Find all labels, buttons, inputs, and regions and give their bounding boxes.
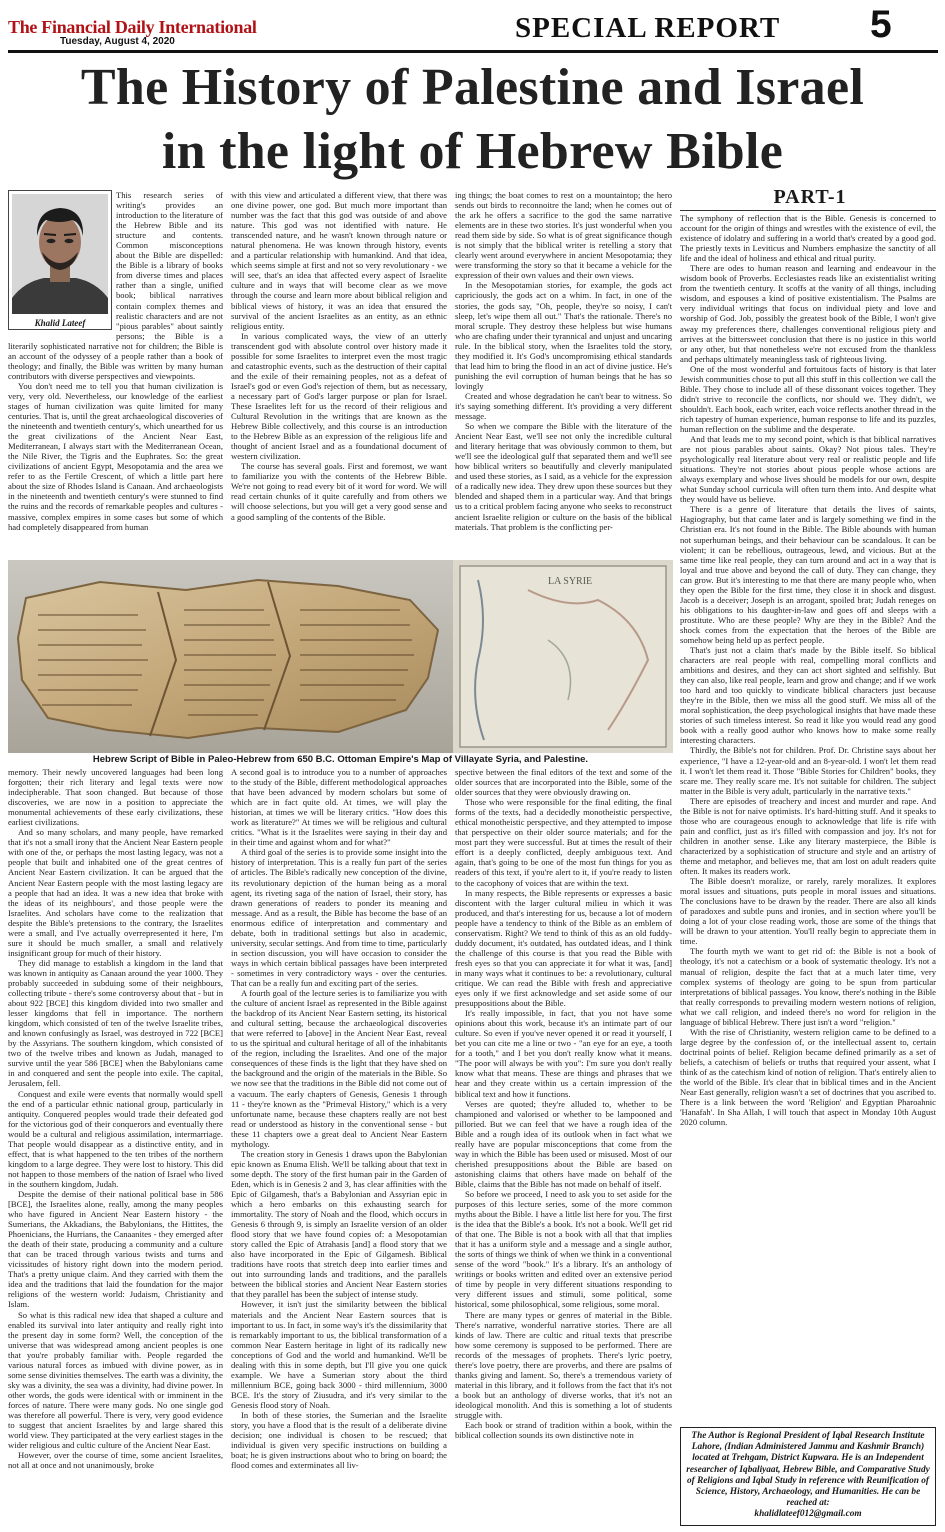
paragraph: A third goal of the series is to provide some insight into the history of interpretation. This is a really fun part of the series of articles. The Bible's radically new conception of the divine, its revolutionary depiction of the human being as a moral agent, its riveting saga of the nation of Israel, their story, has drawn generations of readers to ponder its meaning and message. And as a result, the Bible has become the base of an enormous edifice of interpretation and commentary and debate, both in traditional settings but also in academic, university, secular settings. And from time to time, particularly in section discussion, you will have occasion to consider the ways in which certain biblical passages have been interpreted - sometimes in very contradictory ways - over the centuries. That can be a really fun and exciting part of the series. (231, 847, 447, 988)
publication-date: Tuesday, August 4, 2020 (60, 36, 175, 47)
paragraph: memory. Their newly uncovered languages had been long forgotten; their rich literary and legal texts were now indecipherable. That soon changed. But because of those discoveries, we are now in a position to appreciate the monumental achievements of these early civilizations, these earliest civilizations. (8, 767, 223, 828)
paragraph: However, over the course of time, some ancient Israelites, not all at once and not unanimously, broke (8, 1450, 223, 1471)
article-column-2-top (231, 190, 447, 558)
paragraph: with this view and articulated a different view, that there was one divine power, one god. But much more important than number was the fact that this god was outside of and above nature. This god was not identified with nature. He transcended nature, and he wasn't known through nature or natural phenomena. He was known through history, events and a particular relationship with humankind. And that idea, which seems simple at first and not so very revolutionary - we will see, that's an idea that affected every aspect of Israelite culture and in ways that will become clear as we move through the course and learn more about biblical religion and biblical views of history, it was an idea that ensured the survival of the ancient Israelites as an entity, as an ethnic religious entity. (231, 190, 447, 331)
article-column-3-bottom (455, 767, 672, 1527)
author-email[interactable]: khalidlateef012@gmail.com (754, 1509, 862, 1520)
paragraph: However, it isn't just the similarity between the biblical materials and the Ancient Near Eastern sources that is important to us. In fact, in some way's it's the dissimilarity that is remarkably important to us, the biblical transformation of a common Near Eastern heritage in light of its radically new conceptions of God and the world and humankind. We'll be dealing with this in some depth, but I'll give you one quick example. We have a Sumerian story about the third millennium BCE, going back 3000 - third millennium, 3000 BCE. It's the story of Ziusudra, and it's very similar to the Genesis flood story of Noah. (231, 1299, 447, 1410)
paragraph: Verses are quoted; they're alluded to, whether to be championed and valorised or whether to be lampooned and pilloried. But we can feel that we have a rough idea of the Bible and a rough idea of its outlook when in fact what we really have are popular misconceptions that come from the way in which the Bible has been used or misused. Most of our cherished presuppositions about the Bible are based on astonishing claims that others have made on behalf of the Bible, claims that the Bible has not made on behalf of itself. (455, 1098, 672, 1189)
article-column-4 (680, 213, 936, 1423)
paragraph: So before we proceed, I need to ask you to set aside for the purposes of this lecture series, some of the more common myths about the Bible. I have a little list here for you. The first is the idea that the Bible's a book. It's not a book. We'll get rid of that one. The Bible is not a book with all that that implies that it has a uniform style and a message and a single author, the sorts of things we think of when we think in a conventional sense of the word "book." It's a library. It's an anthology of writings or books written and edited over an extensive period of time by people in very different situations responding to very different issues and stimuli, some political, some historical, some philosophical, some religious, some moral. (455, 1188, 672, 1310)
paragraph: The course has several goals. First and foremost, we want to familiarize you with the contents of the Hebrew Bible. We're not going to read every bit of it word for word. We will read certain chunks of it quite carefully and from others we will choose selections, but you will get a very good sense and a good sampling of the contents of the Bible. (231, 461, 447, 522)
part-label: PART-1 (773, 186, 847, 208)
paragraph: There are odes to human reason and learning and endeavour in the wisdom book of Proverbs. Ecclesiastes reads like an existentialist writing from the twentieth century. It scoffs at the vanity of all things, including wisdom, and espouses a kind of positive existentialism. The Psalms are very individual writings that focus on individual piety and love and worship of God. Job, possibly the greatest book of the Bible, I won't give away my preferences there, challenges conventional religious piety and arrives at the bittersweet conclusion that there is no justice in this world or any other, but that nonetheless we're not excused from the thankless and perhaps ultimately meaningless task of righteous living. (680, 263, 936, 364)
paragraph: In many respects, the Bible represents or expresses a basic discontent with the larger cultural milieu in which it was produced, and that's interesting for us, because a lot of modern people have a tendency to think of the Bible as an emblem of conservatism. Right? We tend to think of this as an old fuddy-duddy document, it's outdated, has outdated ideas, and I think the challenge of this course is that you read the Bible with fresh eyes so that you can appreciate it for what it was, [and] in many ways what it continues to be: a revolutionary, cultural critique. We can read the Bible with fresh and appreciative eyes only if we first acknowledge and set aside some of our presuppositions about the Bible. (455, 887, 672, 1009)
paragraph: They did manage to establish a kingdom in the land that was known in antiquity as Canaan around the year 1000. They probably succeeded in subduing some of their neighbours, collecting tribute - there's some controversy about that - but in about 922 [BCE] this kingdom divided into two smaller and lesser kingdoms that fell in importance. The northern kingdom, which consisted of ten of the twelve Israelite tribes, and known confusingly as Israel, was destroyed in 722 [BCE] by the Assyrians. The southern kingdom, which consisted of two of the twelve tribes and known as Judah, managed to survive until the year 586 [BCE] when the Babylonians came in and conquered and sent the people into exile. The capital, Jerusalem, fell. (8, 957, 223, 1089)
paleo-hebrew-tablet-and-map-icon (8, 560, 673, 753)
paragraph: One of the most wonderful and fortuitous facts of history is that later Jewish communities chose to put all this stuff in this collection we call the Bible. They chose to include all of these dissonant voices together. They didn't strive to reconcile the conflicts, nor should we. They didn't, we shouldn't. Each book, each writer, each voice reflects another thread in the rich tapestry of human experience, human response to life and its puzzles, human reflection on the sublime and the desperate. (680, 363, 936, 434)
paragraph: A second goal is to introduce you to a number of approaches to the study of the Bible, different methodological approaches that have been advanced by modern scholars but some of which are in fact quite old. At times, we will play the historian, at times we will be literary critics. "How does this work as literature?" At times we will be religious and cultural critics. "What is it the Israelites were saying in their day and in their time and against whom and for what?" (231, 767, 447, 848)
article-image (8, 560, 673, 753)
article-column-1-bottom (8, 767, 223, 1527)
paragraph: It's really impossible, in fact, that you not have some opinions about this work, because it's an intimate part of our culture. So even if you've never opened it or read it yourself, I bet you can cite me a line or two - "an eye for an eye, a tooth for a tooth," and I bet you don't really know what it means. "The poor will always be with you": I'm sure you don't really know what that means. These are things and phrases that we hear and they create within us a certain impression of the biblical text and how it functions. (455, 1008, 672, 1099)
paragraph: In both of these stories, the Sumerian and the Israelite story, you have a flood that is the result of a deliberate divine decision; one individual is chosen to be rescued; that individual is given very specific instructions on building a boat; he is given instructions about who to bring on board; the flood comes and exterminates all liv- (231, 1410, 447, 1471)
paragraph: There are many types or genres of material in the Bible. There's narrative, wonderful narrative stories. There are all kinds of law. There are cultic and ritual texts that prescribe how some ceremony is supposed to be performed. There are records of the messages of prophets. There's lyric poetry, there's love poetry, there are proverbs, and there are psalms of thanks giving and lament. So, there's a tremendous variety of material in this library, and it follows from the fact that it's not a book but an anthology of diverse works, that it's not an ideological monolith. And this is something a lot of students struggle with. (455, 1309, 672, 1420)
paragraph: So when we compare the Bible with the literature of the Ancient Near East, we'll see not only the incredible cultural and literary heritage that was obviously common to them, but we'll see the ideological gulf that separated them and we'll see how biblical writers so beautifully and cleverly manipulated and used these stories, as I said, as a vehicle for the expression of a radically new idea. They drew upon these sources but they blended and shaped them in a particular way. And that brings us to a critical problem facing anyone who seeks to reconstruct ancient Israelite religion or culture on the basis of the biblical materials. That problem is the conflicting per- (455, 421, 672, 532)
image-caption: Hebrew Script of Bible in Paleo-Hebrew from 650 B.C. Ottoman Empire's Map of Villayate Syria, and Palestine. (92, 754, 589, 765)
paragraph: Each book or strand of tradition within a book, within the biblical collection sounds its own distinctive note in (455, 1420, 672, 1441)
headline (0, 56, 945, 184)
author-bio-text: The Author is Regional President of Iqbal Research Institute Lahore, (Indian Administered Jammu and Kashmir Branch) located at Trehgam, District Kupwara. He is an Independent researcher of Iqbaliyaat, Hebrew Bible, and Comparative Study of Religions and Iqbal Study in reference with Reunification of Science, History, Archaeology, and Humanities. He can be reached at: (686, 1431, 930, 1509)
author-name: Khalid Lateef (34, 318, 86, 328)
article-column-2-bottom (231, 767, 447, 1527)
paragraph: Conquest and exile were events that normally would spell the end of a particular ethnic national group, particularly in antiquity. Conquered peoples would trade their defeated god for the victorious god of their conquerors and eventually there would be a cultural and religious assimilation, intermarriage. That people would disappear as a distinctive entity, and in effect, that is what happened to the ten tribes of the northern kingdom to a large degree. They were lost to history. This did not happen to those members of the nation of Israel who lived in the southern kingdom, Judah. (8, 1088, 223, 1189)
paragraph: spective between the final editors of the text and some of the older sources that are incorporated into the Bible, some of the older sources that they were obviously drawing on. (455, 767, 672, 798)
part-rule (680, 210, 936, 211)
paragraph: The symphony of reflection that is the Bible. Genesis is concerned to account for the origin of things and wrestles with the existence of evil, the existence of idolatry and suffering in a world that's created by a good god. The priestly texts in Leviticus and Numbers emphasize the sanctity of all life and the ideal of holiness and ethical and ritual purity. (680, 213, 936, 264)
masthead-rule (8, 50, 938, 53)
paragraph: In various complicated ways, the view of an utterly transcendent god with absolute control over history made it possible for some Israelites to interpret even the most tragic and catastrophic events, such as the destruction of their capital and the exile of their remaining peoples, not as a defeat of Israel's god or even God's rejection of them, but as necessary, a necessary part of God's larger purpose or plan for Israel. These Israelites left for us the record of their religious and Cultural Revolution in the writings that are known as the Hebrew Bible collectively, and this course is an introduction to the Hebrew Bible as an expression of the religious life and thought of ancient Israel and as a foundational document of western civilization. (231, 330, 447, 462)
paragraph: Those who were responsible for the final editing, the final forms of the texts, had a decidedly monotheistic perspective, ethical monotheistic perspective, and they attempted to impose that perspective on their older source materials; and for the most part they were successful. But at times the result of their effort is a deeply conflicted, deeply ambiguous text. And again, that's going to be one of the most fun things for you as readers of this text, if you're alert to it, if you're ready to listen to the cacophony of voices that are within the text. (455, 797, 672, 888)
headline-line-2: in the light of Hebrew Bible (161, 123, 784, 180)
paragraph: Created and whose degradation he can't bear to witness. So it's saying something different. It's providing a very different message. (455, 390, 672, 422)
paragraph: The Bible doesn't moralize, or rarely, rarely moralizes. It explores moral issues and situations, puts people in moral issues and situations. The conclusions have to be drawn by the reader. There are also all kinds of paradoxes and subtle puns and ironies, and in section where you'll be doing a lot of your close reading work, those are some of the things that will be drawn to your attention. You'll really begin to appreciate them in time. (680, 876, 936, 947)
paragraph: Thirdly, the Bible's not for children. Prof. Dr. Christine says about her experience, "I have a 12-year-old and an 8-year-old. I won't let them read it. I won't let them read it. Those "Bible Stories for Children" books, they scare me. They really scare me. It's not suitable for children. The subject matter in the Bible is very adult, particularly in the narrative texts." (680, 745, 936, 796)
paragraph: Despite the demise of their national political base in 586 [BCE], the Israelites alone, really, among the many peoples who have figured in Ancient Near Eastern history - the Sumerians, the Akkadians, the Babylonians, the Hittites, the Phoenicians, the Hurrians, the Canaanites - they emerged after the death of their state, producing a community and a culture that can be traced through various twists and turns and vicissitudes of history right down into the modern period. That's a pretty unique claim. And they carried with them the idea and the traditions that laid the foundation for the major religions of the western world: Judaism, Christianity and Islam. (8, 1188, 223, 1310)
masthead (0, 0, 945, 50)
paragraph: So what is this radical new idea that shaped a culture and enabled its survival into later antiquity and really right into the present day in some form? Well, the conception of the universe that was widespread among ancient peoples is one that you're probably familiar with. People regarded the various natural forces as imbued with divine power, as in some sense divinities themselves. The earth was a divinity, the sky was a divinity, the sea was a divinity, had divine power. In other words, the gods were identical with or imminent in the forces of nature. There were many gods. No one single god was therefore all powerful. There is very, very good evidence to suggest that ancient Israelites by and large shared this world view. They participated at the very earliest stages in the wider religious and cultic culture of the Ancient Near East. (8, 1309, 223, 1451)
article-column-3-top (455, 190, 672, 558)
paragraph: The creation story in Genesis 1 draws upon the Babylonian epic known as Enuma Elish. We'll be talking about that text in some depth. The story of the first human pair in the Garden of Eden, which is in Genesis 2 and 3, has clear affinities with the Epic of Gilgamesh, that's a Babylonian and Assyrian epic in which a hero embarks on this exhausting search for immortality. The story of Noah and the flood, which occurs in Genesis 6 through 9, is simply an Israelite version of an older flood story that we have found copies of: a Mesopotamian story called the Epic of Atrahasis [and] a flood story that we also have incorporated in the Epic of Gilgamesh. Biblical traditions have roots that stretch deep into earlier times and out into surrounding lands and traditions, and the parallels between the biblical stories and Ancient Near Eastern stories that they parallel has been the subject of intense study. (231, 1148, 447, 1300)
author-bio-box (680, 1427, 936, 1526)
paragraph: You don't need me to tell you that human civilization is very, very old. Nevertheless, our knowledge of the earliest stages of human civilization was quite limited for many centuries. That is, until the great archaeological discoveries of the nineteenth and twentieth century's, which unearthed for us the great civilizations of the Ancient Near East, Mediterranean, I always start with the Mediterranean Ocean, the Nile River, the Tigris and the Euphrates. So: the great civilizations of ancient Egypt, Mesopotamia and the area we refer to as the Fertile Crescent, of which a little part here about the size of Rhodes Island is Canaan. And archaeologists in the nineteenth and twentieth century's were stunned to find the ruins and the records of remarkable peoples and cultures - massive, complex empires in some cases but some of which had completely disappeared from human (8, 380, 223, 532)
map-title: LA SYRIE (548, 576, 593, 587)
article-column-1-top (8, 190, 223, 558)
paragraph: There are episodes of treachery and incest and murder and rape. And the Bible is not for naive optimists. It's hard-hitting stuff. And it speaks to those who are courageous enough to acknowledge that life is rife with pain and conflict, just as it's filled with compassion and joy. It's not for children in another sense. Like any literary masterpiece, the Bible is characterized by a sophistication of structure and style and an artistry of theme and metaphor, and believes me, that am lost on adult readers quite often. It makes its readers work. (680, 795, 936, 877)
section-label: SPECIAL REPORT (515, 12, 781, 44)
headline-line-1: The History of Palestine and Israel (80, 59, 865, 116)
paragraph: ing things; the boat comes to rest on a mountaintop; the hero sends out birds to reconnoitre the land; when he comes out of the ark he offers a sacrifice to the god the same narrative elements are in these two stories. It's just wonderful when you read them side by side. So what is of great significance though is not simply that the biblical writer is retelling a story that clearly went around everywhere in ancient Mesopotamia; they were transforming the story so that it became a vehicle for the expression of their own values and their own views. (455, 190, 672, 281)
paragraph: And that leads me to my second point, which is that biblical narratives are not pious parables about saints. Okay? Not pious tales. They're psychologically real literature about very real or realistic people and life situations. They're not stories about pious people whose actions are always exemplary and whose lives should be models for our own, despite what Sunday school curricula will often turn them into. And despite what they would have us believe. (680, 434, 936, 505)
paragraph: With the rise of Christianity, western religion came to be defined to a large degree by the confession of, or the intellectual assent to, certain doctrinal points of belief. Religion became defined primarily as a set of beliefs, a catechism of beliefs or truths that required your assent, what I think of as the catechism kind of notion of religion. That's entirely alien to the world of the Bible. It's clear that in biblical times and in the Ancient Near East generally, religion wasn't a set of doctrines that you ascribed to. There is a link between the word 'Religion' and Egyptian Pharoahnic 'Hanafah'. In Sha Allah, I will touch that aspect in Monday 10th August 2020 column. (680, 1026, 936, 1128)
paragraph: There is a genre of literature that details the lives of saints, Hagiography, but that came later and is largely something we find in the Christian era. It's not found in the Bible. The Bible abounds with human not superhuman beings, and their behaviour can be scandalous. It can be violent; it can be rebellious, outrageous, lewd, and vicious. But at the same time like real people, they can turn around and act in a way that is loyal and true above and beyond the call of duty. They can change, they can grow. But it's interesting to me that there are many people who, when they open the Bible for the first time, they close it in shock and disgust. Jacob is a deceiver; Joseph is an arrogant, spoiled brat; Judah reneges on his obligations to his daughter-in-law and goes off and sleeps with a prostitute. Who are these people? Why are they in the Bible? And the shock comes from the expectation that the heroes of the Bible are somehow being held up as perfect people. (680, 504, 936, 645)
paper-name[interactable]: The Financial Daily International (8, 17, 257, 37)
paragraph: In the Mesopotamian stories, for example, the gods act capriciously, the gods act on a whim. In fact, in one of the stories, the gods say, "Oh, people, they're so noisy, I can't sleep, let's wipe them all out." That's the rationale. There's no moral scruple. They destroy these helpless but wise humans who are chafing under their tyrannical and unjust and uncaring rule. In the biblical story, when the Israelites told the story, they modified it. It's God's uncompromising ethical standards that lead him to bring the flood in an act of divine justice. He's punishing the evil corruption of human beings that he has so lovingly (455, 280, 672, 391)
paragraph: A fourth goal of the lecture series is to familiarize you with the culture of ancient Israel as represented in the Bible against the backdrop of its Ancient Near Eastern setting, its historical and cultural setting, because the archaeological discoveries that were referred to [above] in the Ancient Near East, reveal to us the spiritual and cultural heritage of all of the inhabitants of the region, including the Israelites. And one of the major consequences of these finds is the light that they have shed on the background and the origin of the materials in the Bible. So we now see that the traditions in the Bible did not come out of a vacuum. The early chapters of Genesis, Genesis 1 through 11 - they're known as the "Primeval History," which is a very unfortunate name, because these chapters really are not best read or understood as history in the conventional sense - but these 11 chapters owe a great deal to Ancient Near Eastern mythology. (231, 988, 447, 1149)
page-number: 5 (870, 3, 892, 46)
paragraph: That's just not a claim that's made by the Bible itself. So biblical characters are real people with real, compelling moral conflicts and ambitions and desires, and they can act short sighted and selfishly. But they can also, like real people, learn and grow and change; and if we work too hard and too quickly to vindicate biblical characters just because they're in the Bible, then we miss all the good stuff. We miss all of the moral sophistication, the deep psychological insights that have made these stories of such timeless interest. So read it like you would read any good book with a really good author who knows how to make some really interesting characters. (680, 645, 936, 746)
paragraph: This research series of writing's provides an introduction to the literature of the Hebrew Bible and its structure and contents. Common misconceptions about the Bible are dispelled: the Bible is a library of books from diverse times and places rather than a single, unified book; biblical narratives contain complex themes and realistic characters and are not "pious parables" about saintly persons; the Bible is a literarily sophisticated narrative not for children; the Bible is an account of the odyssey of a people rather than a book of theology; and finally, the Bible was written by many human contributors with diverse perspectives and viewpoints. (8, 190, 223, 381)
paragraph: And so many scholars, and many people, have remarked that it's not a small irony that the Ancient Near Eastern people with one of the, or perhaps the most lasting legacy, was not a people that built and inhabited one of the great centres of Ancient Near Eastern civilization. It can be argued that the Ancient Near Eastern people with the most lasting legacy are a people that had an idea. It was a new idea that broke with the ideas of its neighbours', and those people were the Israelites. And scholars have come to the realization that despite the Bible's pretensions to the contrary, the Israelites were a small, and I've actually overrepresented it here, I'm sure it should be much smaller, a small and relatively insignificant group for much of their history. (8, 827, 223, 958)
paragraph: The fourth myth we want to get rid of: the Bible is not a book of theology, it's not a catechism or a book of systematic theology. It's not a manual of religion, despite the fact that at a much later time, very complex systems of theology are going to be spun from particular interpretations of biblical passages. You know, there's nothing in the Bible that really corresponds to prevailing modern western notions of religion, what we call religion, and indeed there's no word for religion in the language of biblical Hebrew. There just isn't a word "religion." (680, 946, 936, 1027)
